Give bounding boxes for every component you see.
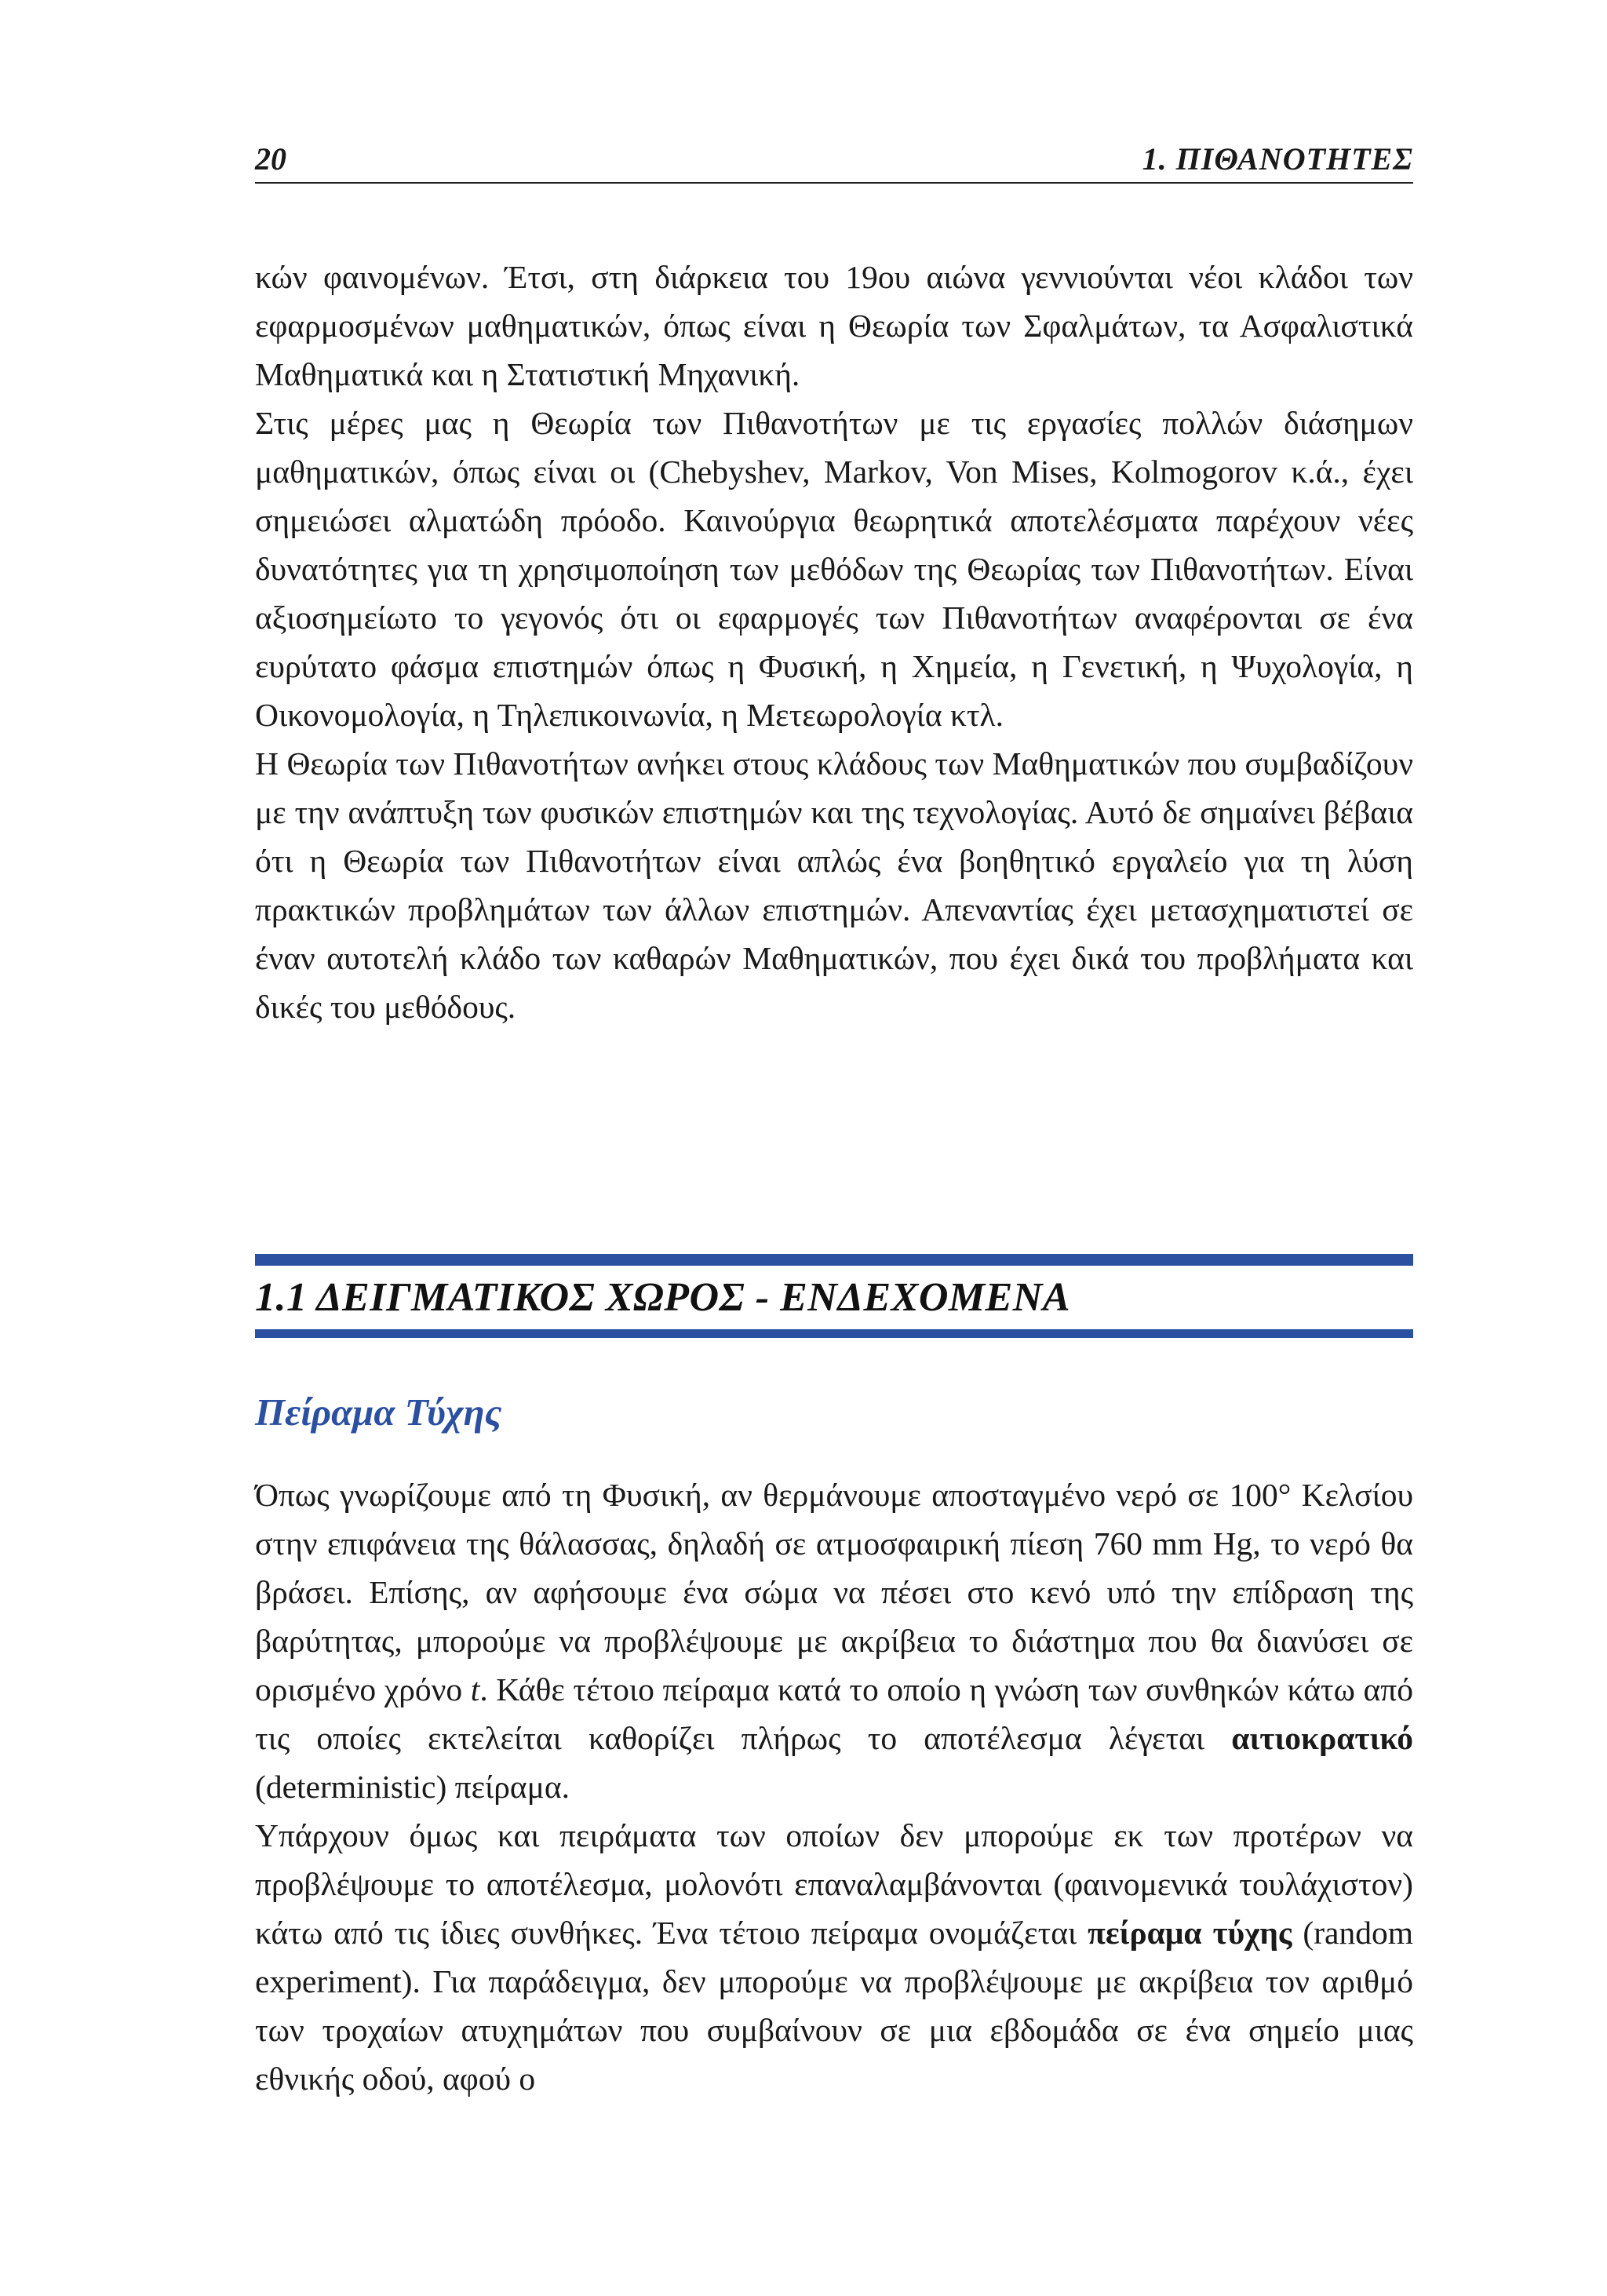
text-run: Υπάρχουν όμως και πειράματα των οποίων δεν μπορούμε εκ των προτέρων να προβλέψουμε το αποτέλεσμα, μολονότι επαναλαμβάνονται (φαινομενικά τουλάχιστον) κάτω από τις ίδιες συνθήκες. Ένα τέτοιο πείραμα ονομάζεται (255, 1817, 1413, 1951)
section-heading (255, 1254, 1413, 1340)
term-random-experiment: πείραμα τύχης (1088, 1915, 1292, 1951)
term-deterministic: αιτιοκρατικό (1231, 1720, 1413, 1756)
section-rule-bottom (255, 1329, 1413, 1338)
paragraph (255, 1811, 1413, 2103)
paragraph: Η Θεωρία των Πιθανοτήτων ανήκει στους κλάδους των Μαθηματικών που συμβαδίζουν με την ανάπτυξη των φυσικών επιστημών και της τεχνολογίας. Αυτό δε σημαίνει βέβαια ότι η Θεωρία των Πιθανοτήτων είναι απλώς ένα βοηθητικό εργαλείο για τη λύση πρακτικών προβλημάτων των άλλων επιστημών. Απεναντίας έχει μετασχηματιστεί σε έναν αυτοτελή κλάδο των καθαρών Μαθηματικών, που έχει δικά του προβλήματα και δικές του μεθόδους. (255, 745, 1413, 1025)
paragraph: Στις μέρες μας η Θεωρία των Πιθανοτήτων με τις εργασίες πολλών διάσημων μαθηματικών, όπως είναι οι (Chebyshev, Markov, Von Mises, Kolmogorov κ.ά., έχει σημειώσει αλματώδη πρόοδο. Καινούργια θεωρητικά αποτελέσματα παρέχουν νέες δυνατότητες για τη χρησιμοποίηση των μεθόδων της Θεωρίας των Πιθανοτήτων. Είναι αξιοσημείωτο το γεγονός ότι οι εφαρμογές των Πιθανοτήτων αναφέρονται σε ένα ευρύτατο φάσμα επιστημών όπως η Φυσική, η Χημεία, η Γενετική, η Ψυχολογία, η Οικονομολογία, η Τηλεπικοινωνία, η Μετεωρολογία κτλ. (255, 405, 1413, 733)
text-run: Όπως γνωρίζουμε από τη Φυσική, αν θερμάνουμε αποσταγμένο νερό σε 100° Κελσίου στην επιφάνεια της θάλασσας, δηλαδή σε ατμοσφαιρική πίεση 760 mm Hg, το νερό θα βράσει. Επίσης, αν αφήσουμε ένα σώμα να πέσει στο κενό υπό την επίδραση της βαρύτητας, μπορούμε να προβλέψουμε με ακρίβεια το διάστημα που θα διανύσει σε ορισμένο χρόνο (255, 1477, 1413, 1707)
paragraph: κών φαινομένων. Έτσι, στη διάρκεια του 19ου αιώνα γεννιούνται νέοι κλάδοι των εφαρμοσμένων μαθηματικών, όπως είναι η Θεωρία των Σφαλμάτων, τα Ασφαλιστικά Μαθηματικά και η Στατιστική Μηχανική. (255, 259, 1413, 392)
intro-text-block (255, 253, 1413, 1031)
random-experiment-text-block (255, 1471, 1413, 2103)
text-run: (deterministic) πείραμα. (255, 1769, 570, 1805)
section-rule-top (255, 1254, 1413, 1266)
text-run: (random experiment). Για παράδειγμα, δεν μπορούμε να προβλέψουμε με ακρίβεια τον αριθμό των τροχαίων ατυχημάτων που συμβαίνουν σε μια εβδομάδα σε ένα σημείο μιας εθνικής οδού, αφού ο (255, 1915, 1413, 2097)
variable-t: t (470, 1671, 480, 1707)
paragraph (255, 1471, 1413, 1811)
running-header (255, 141, 1413, 184)
page-number: 20 (255, 141, 286, 177)
section-title: 1.1 ΔΕΙΓΜΑΤΙΚΟΣ ΧΩΡΟΣ - ΕΝΔΕΧΟΜΕΝΑ (255, 1275, 1071, 1320)
text-run: . Κάθε τέτοιο πείραμα κατά το οποίο η γνώση των συνθηκών κάτω από τις οποίες εκτελείται καθορίζει πλήρως το αποτέλεσμα λέγεται (255, 1671, 1413, 1756)
chapter-title: 1. ΠΙΘΑΝΟΤΗΤΕΣ (1142, 141, 1413, 177)
subsection-title: Πείραμα Τύχης (255, 1390, 502, 1434)
